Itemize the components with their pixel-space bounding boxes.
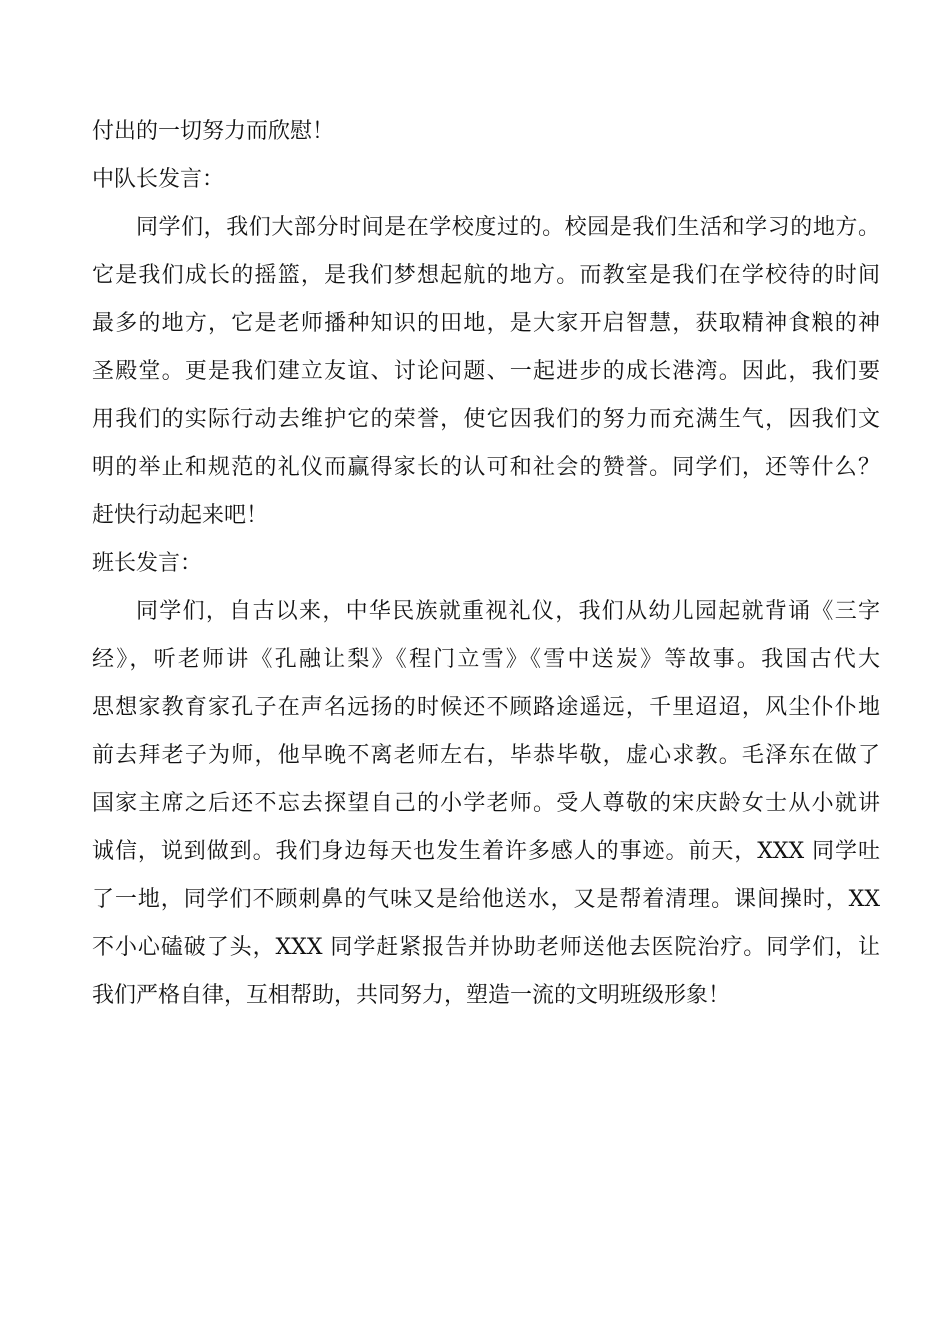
paragraph-line: 明的举止和规范的礼仪而赢得家长的认可和社会的赞誉。同学们，还等什么？ (92, 455, 880, 480)
paragraph-line: 国家主席之后还不忘去探望自己的小学老师。受人尊敬的宋庆龄女士从小就讲 (92, 791, 880, 816)
paragraph-line: 用我们的实际行动去维护它的荣誉，使它因我们的努力而充满生气，因我们文 (92, 407, 880, 432)
paragraph-line: 不小心磕破了头，XXX 同学赶紧报告并协助老师送他去医院治疗。同学们，让 (92, 935, 880, 960)
paragraph-line: 同学们，我们大部分时间是在学校度过的。校园是我们生活和学习的地方。 (136, 215, 880, 240)
document-body (92, 108, 880, 1020)
paragraph-line: 赶快行动起来吧！ (92, 503, 269, 528)
paragraph-line: 它是我们成长的摇篮，是我们梦想起航的地方。而教室是我们在学校待的时间 (92, 263, 880, 288)
paragraph-line: 诚信，说到做到。我们身边每天也发生着许多感人的事迹。前天，XXX 同学吐 (92, 839, 880, 864)
paragraph-line: 我们严格自律，互相帮助，共同努力，塑造一流的文明班级形象！ (92, 983, 731, 1008)
paragraph-line: 前去拜老子为师，他早晚不离老师左右，毕恭毕敬，虚心求教。毛泽东在做了 (92, 743, 880, 768)
section-heading-squadron-leader: 中队长发言： (92, 167, 225, 192)
paragraph-line: 了一地，同学们不顾刺鼻的气味又是给他送水，又是帮着清理。课间操时，XX (92, 887, 880, 912)
paragraph-line: 圣殿堂。更是我们建立友谊、讨论问题、一起进步的成长港湾。因此，我们要 (92, 359, 880, 384)
paragraph-line: 同学们，自古以来，中华民族就重视礼仪，我们从幼儿园起就背诵《三字 (136, 599, 880, 624)
paragraph-line: 思想家教育家孔子在声名远扬的时候还不顾路途遥远，千里迢迢，风尘仆仆地 (92, 695, 880, 720)
paragraph-line: 经》，听老师讲《孔融让梨》《程门立雪》《雪中送炭》等故事。我国古代大 (92, 647, 880, 672)
paragraph-class-monitor-speech (92, 588, 880, 1020)
section-heading-class-monitor: 班长发言： (92, 551, 203, 576)
paragraph-squadron-leader-speech (92, 204, 880, 540)
paragraph-line: 最多的地方，它是老师播种知识的田地，是大家开启智慧，获取精神食粮的神 (92, 311, 880, 336)
carryover-line: 付出的一切努力而欣慰！ (92, 119, 335, 144)
